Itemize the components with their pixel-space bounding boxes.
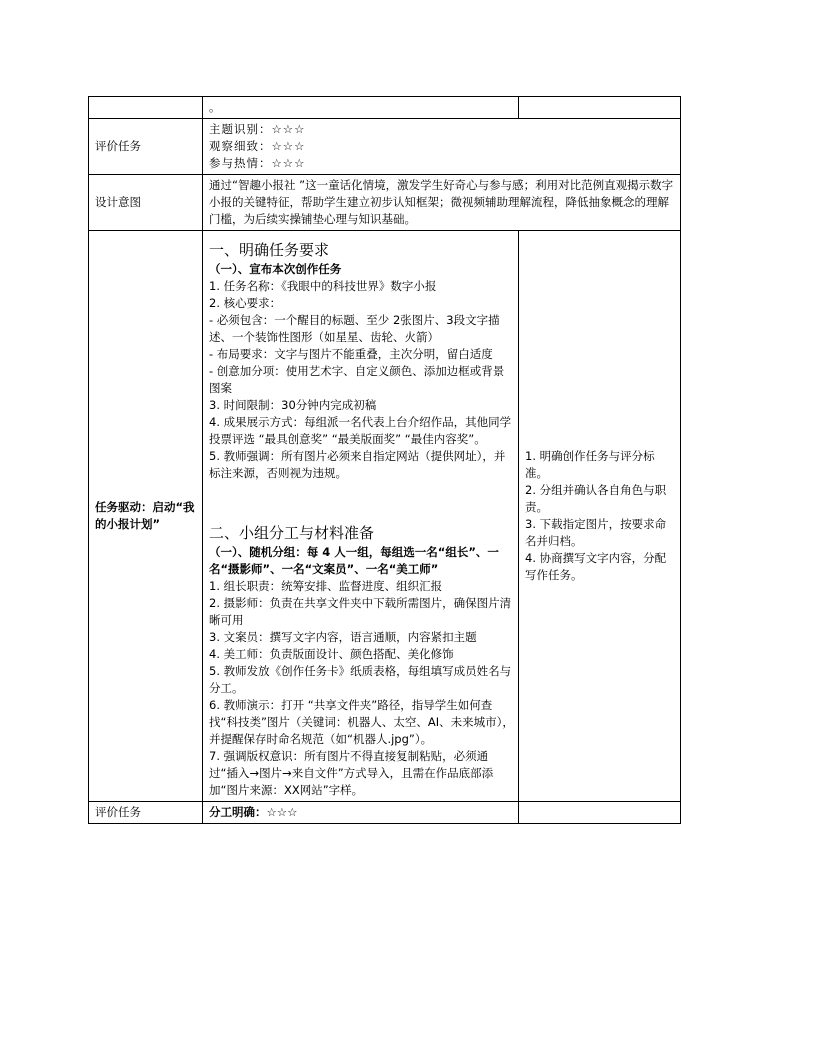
cell-empty — [519, 97, 681, 119]
eval-label: 评价任务 — [89, 802, 203, 824]
student-activities — [519, 231, 681, 802]
section-subtitle: （一）、随机分组：每 4 人一组，每组选一名“组长”、一名“摄影师”、一名“文案员”、一名“美工师” — [209, 545, 499, 576]
list-item: 1. 明确创作任务与评分标准。 — [525, 449, 655, 480]
list-item: 3. 下载指定图片，按要求命名并归档。 — [525, 517, 667, 548]
list-item: 3. 时间限制：30分钟内完成初稿 — [209, 398, 377, 412]
list-item: - 必须包含：一个醒目的标题、至少 2张图片、3段文字描述、一个装饰性图形（如星星、齿轮、火箭） — [209, 313, 500, 344]
list-item: 1. 任务名称：《我眼中的科技世界》数字小报 — [209, 279, 437, 293]
criterion-participation: 参与热情：☆☆☆ — [209, 156, 306, 170]
table-row — [89, 119, 681, 175]
design-label: 设计意图 — [89, 175, 203, 231]
eval-criteria — [203, 119, 681, 175]
criterion-theme: 主题识别：☆☆☆ — [209, 122, 306, 136]
list-item: 2. 核心要求： — [209, 296, 282, 310]
eval-label: 评价任务 — [89, 119, 203, 175]
section-title: 一、明确任务要求 — [209, 241, 330, 259]
criterion-observation: 观察细致：☆☆☆ — [209, 139, 306, 153]
eval-criterion: 分工明确：☆☆☆ — [203, 802, 519, 824]
list-item: 1. 组长职责：统筹安排、监督进度、组织汇报 — [209, 579, 443, 593]
cell-empty — [519, 802, 681, 824]
list-item: 3. 文案员：撰写文字内容，语言通顺，内容紧扣主题 — [209, 630, 477, 644]
teacher-activities — [203, 231, 519, 802]
list-item: 7. 强调版权意识：所有图片不得直接复制粘贴，必须通过“插入→图片→来自文件”方式导入，且需在作品底部添加“图片来源：XX网站”字样。 — [209, 749, 494, 797]
task-label: 任务驱动：启动“我的小报计划” — [89, 231, 203, 802]
table-row — [89, 802, 681, 824]
list-item: - 创意加分项：使用艺术字、自定义颜色、添加边框或背景图案 — [209, 364, 505, 395]
list-item: 5. 教师发放《创作任务卡》纸质表格，每组填写成员姓名与分工。 — [209, 664, 512, 695]
lesson-plan-table — [88, 96, 681, 824]
list-item: 4. 美工师：负责版面设计、颜色搭配、美化修饰 — [209, 647, 454, 661]
table-row — [89, 97, 681, 119]
cell-empty — [89, 97, 203, 119]
cell-continuation: 。 — [203, 97, 519, 119]
list-item: - 布局要求：文字与图片不能重叠，主次分明，留白适度 — [209, 347, 493, 361]
list-item: 2. 分组并确认各自角色与职责。 — [525, 483, 667, 514]
design-intent-text: 通过“智趣小报社 ”这一童话化情境，激发学生好奇心与参与感；利用对比范例直观揭示数字小报的关键特征，帮助学生建立初步认知框架；微视频辅助理解流程，降低抽象概念的理解门槛，为后续实操铺垫心理与知识基础。 — [203, 175, 681, 231]
table-row — [89, 231, 681, 802]
section-subtitle: （一）、宣布本次创作任务 — [209, 262, 342, 276]
list-item: 2. 摄影师：负责在共享文件夹中下载所需图片，确保图片清晰可用 — [209, 596, 512, 627]
list-item: 4. 协商撰写文字内容，分配写作任务。 — [525, 551, 667, 582]
spacer — [209, 482, 514, 516]
list-item: 4. 成果展示方式：每组派一名代表上台介绍作品，其他同学投票评选 “最具创意奖” “最美版面奖” “最佳内容奖”。 — [209, 415, 512, 446]
section-title: 二、小组分工与材料准备 — [209, 524, 375, 542]
table-row — [89, 175, 681, 231]
list-item: 6. 教师演示：打开 “共享文件夹”路径，指导学生如何查找“科技类”图片（关键词：机器人、太空、AI、未来城市），并提醒保存时命名规范（如“机器人.jpg”）。 — [209, 698, 514, 746]
list-item: 5. 教师强调：所有图片必须来自指定网站（提供网址），并标注来源，否则视为违规。 — [209, 449, 506, 480]
